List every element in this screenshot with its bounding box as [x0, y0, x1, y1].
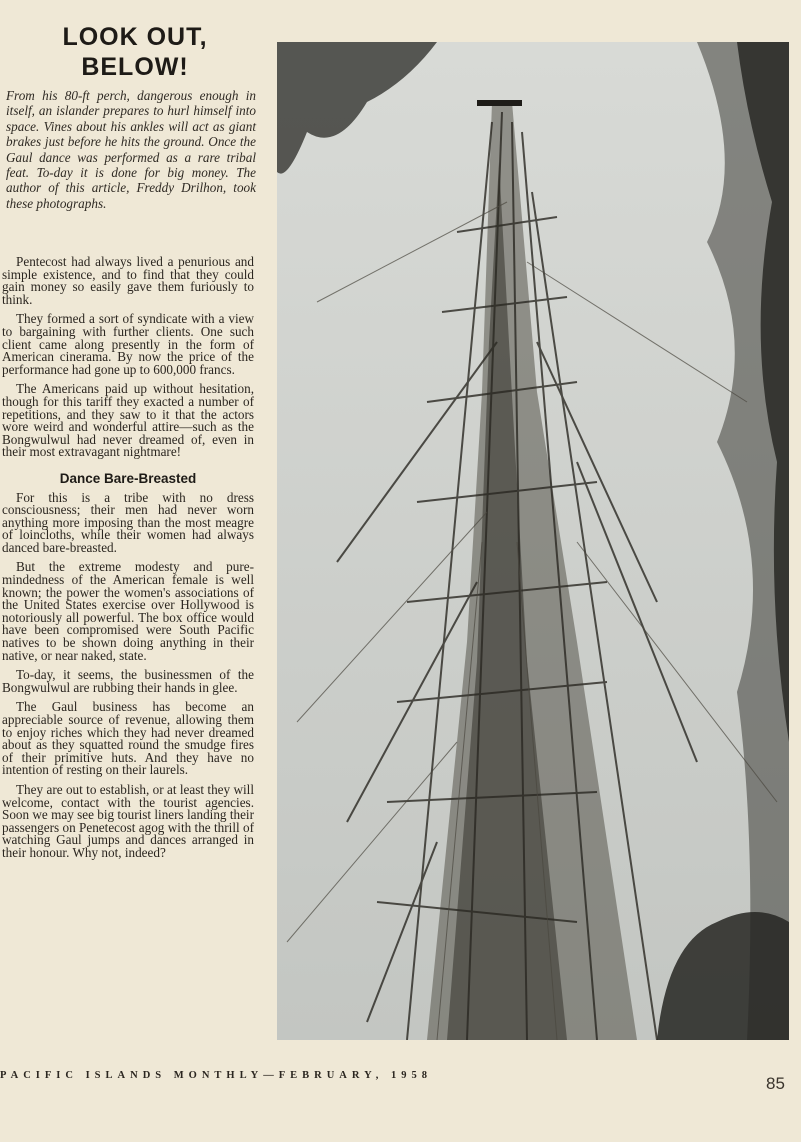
section-subhead: Dance Bare-Breasted	[59, 470, 197, 486]
headline-line-2: BELOW!	[81, 53, 189, 81]
headline-line-1: LOOK OUT,	[62, 23, 208, 51]
paragraph: For this is a tribe with no dress consciousness; their men had never worn anything more imposing than the most meagre of loincloths, while their women had always danced bare-breasted.	[2, 489, 254, 555]
footer-masthead: PACIFIC ISLANDS MONTHLY—FEBRUARY, 1958	[0, 1070, 432, 1081]
page-number: 85	[766, 1074, 785, 1093]
photo-caption: From his 80-ft perch, dangerous enough in itself, an islander prepares to hurl himself into space. Vines about his ankles will act as giant brakes just before he hits the ground. Once the Gaul dance was performed as a rare tribal feat. To-day it is done for big money. The author of this article, Freddy Drilhon, took these photographs.	[6, 88, 256, 211]
headline	[0, 22, 270, 82]
paragraph: Pentecost had always lived a penurious and simple existence, and to find that they could gain money so easily gave them furiously to think.	[2, 254, 254, 307]
paragraph: But the extreme modesty and pure-mindedness of the American female is well known; the power the women's associations of the United States exercise over Hollywood is notoriously all powerful. The box office would have been compromised were South Pacific natives to be shown doing anything in their native, or near naked, state.	[2, 559, 254, 663]
paragraph: To-day, it seems, the businessmen of the Bongwulwul are rubbing their hands in glee.	[2, 667, 254, 695]
paragraph: The Gaul business has become an appreciable source of revenue, allowing them to enjoy riches which they had never dreamed about as they squatted round the smudge fires of their primitive huts. And they have no intention of resting on their laurels.	[2, 699, 254, 778]
paragraph: They are out to establish, or at least they will welcome, contact with the tourist agencies. Soon we may see big tourist liners landing their passengers on Penetecost agog with the thrill of watching Gaul jumps and dances arranged in their honour. Why not, indeed?	[2, 781, 254, 860]
jump-tower-photo	[277, 42, 789, 1040]
tower-illustration	[277, 42, 789, 1040]
paragraph: They formed a sort of syndicate with a view to bargaining with further clients. One such client came along presently in the form of American cinerama. By now the price of the performance had gone up to 600,000 francs.	[2, 311, 254, 377]
paragraph: The Americans paid up without hesitation, though for this tariff they exacted a number of repetitions, and they saw to it that the actors wore weird and wonderful attire—such as the Bongwulwul had never dreamed of, even in their most extravagant nightmare!	[2, 381, 254, 460]
article-body	[2, 256, 254, 867]
